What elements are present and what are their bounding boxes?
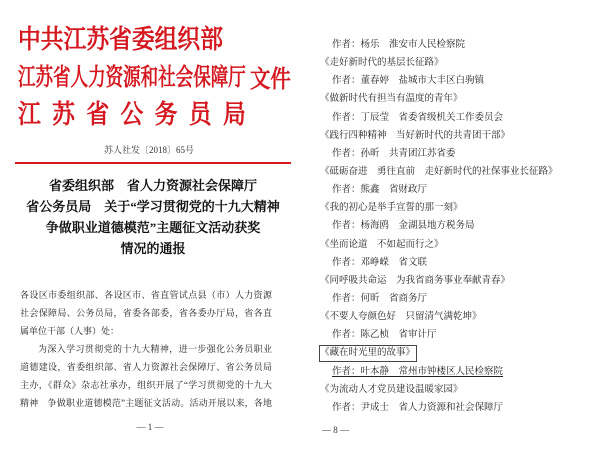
essay-title: 《砥砺奋进 勇往直前 走好新时代的社保事业长征路》 bbox=[320, 166, 558, 177]
essay-title: 《为流动人才党员建设温暖家园》 bbox=[320, 384, 463, 395]
author-line: 作者：丁辰莹 省委省级机关工作委员会 bbox=[332, 112, 504, 123]
author-line: 作者：孙昕 共青团江苏省委 bbox=[332, 148, 456, 159]
body-line: 精神 争做职业道德模范”主题征文活动。活动开展以来，各地 bbox=[20, 398, 272, 408]
document-body bbox=[20, 286, 272, 412]
author-line: 作者：邓峥嵘 省文联 bbox=[332, 257, 428, 268]
body-line: 社会保障局、公务员局，省委各部委，省各委办厅局，省各直 bbox=[20, 308, 272, 318]
essay-title: 《践行四种精神 当好新时代的共青团干部》 bbox=[320, 130, 511, 141]
page-number: — 1 — bbox=[136, 422, 164, 432]
title-line: 省委组织部 省人力资源社会保障厅 bbox=[48, 178, 257, 193]
title-line: 情况的通报 bbox=[120, 241, 186, 256]
essay-title: 《坐而论道 不如起而行之》 bbox=[320, 239, 444, 250]
issuer-header-line-3: 江苏省公务员局 bbox=[18, 100, 246, 130]
body-line: 属单位干部（人事）处： bbox=[20, 326, 120, 336]
author-line: 作者：杨海鸥 金湖县地方税务局 bbox=[332, 221, 475, 232]
document-label: 文件 bbox=[250, 64, 291, 93]
author-line: 作者：尹成士 省人力资源和社会保障厅 bbox=[332, 402, 504, 413]
issuer-header-line-2: 江苏省人力资源和社会保障厅 bbox=[18, 62, 246, 91]
essay-title-highlighted: 《藏在时光里的故事》 bbox=[318, 344, 418, 362]
author-line: 作者：何昕 省商务厅 bbox=[332, 293, 428, 304]
document-number: 苏人社发〔2018〕65号 bbox=[104, 145, 195, 155]
body-line: 为深入学习贯彻党的十九大精神，进一步强化公务员职业 bbox=[38, 344, 272, 354]
essay-title: 《做新时代有担当有温度的青年》 bbox=[320, 94, 463, 105]
author-line-highlighted: 作者：叶本静 常州市钟楼区人民检察院 bbox=[332, 366, 504, 377]
author-line: 作者：杨乐 淮安市人民检察院 bbox=[332, 40, 466, 50]
page-number: — 8 — bbox=[322, 425, 349, 435]
body-line: 主办，《群众》杂志社承办，组织开展了“学习贯彻党的十九大 bbox=[20, 380, 272, 390]
document-page-8 bbox=[300, 0, 600, 450]
essay-title: 《同呼吸共命运 为我省商务事业奉献青春》 bbox=[320, 275, 511, 286]
body-line: 道德建设，省委组织部、省人力资源社会保障厅、省公务员局 bbox=[20, 362, 272, 372]
document-title bbox=[15, 175, 291, 259]
document-page-1 bbox=[0, 0, 296, 450]
title-line: 争做职业道德模范”主题征文活动获奖 bbox=[45, 220, 261, 235]
essay-title: 《走好新时代的基层长征路》 bbox=[320, 58, 444, 69]
essay-title: 《不要人夸颜色好 只留清气满乾坤》 bbox=[320, 312, 482, 323]
essay-title: 《我的初心是举手宣誓的那一刻》 bbox=[320, 203, 463, 214]
issuer-header-line-1: 中共江苏省委组织部 bbox=[18, 25, 223, 55]
title-line: 省公务员局 关于“学习贯彻党的十九大精神 bbox=[26, 199, 280, 214]
body-line: 各设区市委组织部、各设区市、省直管试点县（市）人力资源 bbox=[20, 290, 272, 300]
award-list bbox=[318, 36, 593, 417]
author-line: 作者：董春婷 盐城市大丰区白驹镇 bbox=[332, 76, 485, 87]
red-separator-line bbox=[15, 162, 291, 164]
author-line: 作者：陈乙桢 省审计厅 bbox=[332, 330, 437, 341]
author-line: 作者：熊鑫 省财政厅 bbox=[332, 185, 428, 196]
